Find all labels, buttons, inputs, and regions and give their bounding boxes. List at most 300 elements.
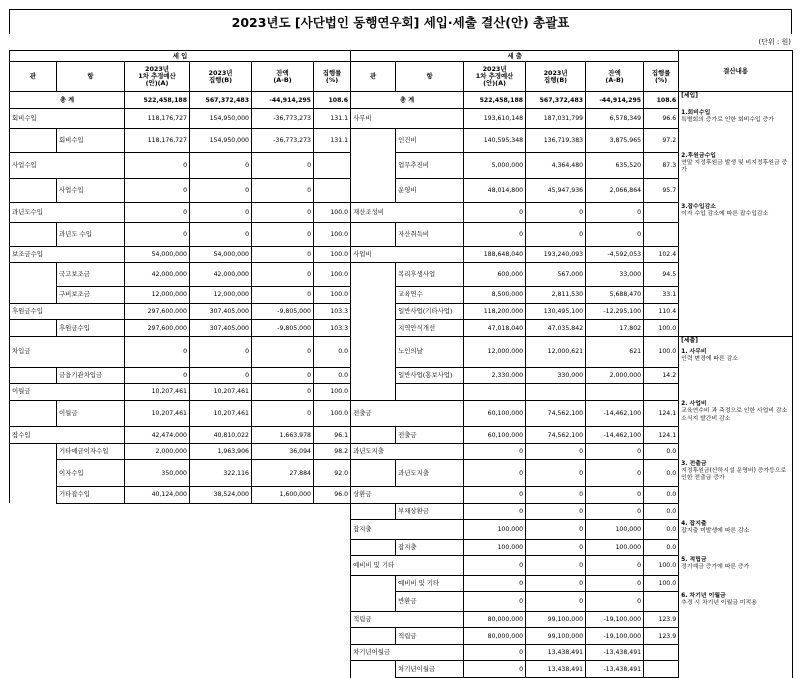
- expense-exec-cell: 0: [526, 443, 586, 460]
- expense-hang-cell: [396, 443, 464, 460]
- income-budget-cell: 118,176,727: [125, 109, 190, 128]
- income-budget-cell: 350,000: [125, 460, 190, 487]
- income-exec-cell: 154,950,000: [190, 109, 252, 128]
- note-item-body: 잡지출 미발생에 따른 감소: [681, 527, 750, 534]
- settlement-table: [9, 50, 793, 678]
- expense-diff-cell: 0: [586, 443, 644, 460]
- income-diff-cell: 36,094: [252, 443, 314, 460]
- note-item-body: 특별회의 증가로 인한 회비수입 증가: [681, 116, 775, 123]
- expense-diff-cell: -12,295,100: [586, 303, 644, 320]
- income-budget-cell: 54,000,000: [125, 246, 190, 263]
- income-budget-cell: 10,207,461: [125, 400, 190, 427]
- expense-hang-cell: [396, 611, 464, 628]
- expense-diff-cell: 621: [586, 337, 644, 367]
- expense-hang-cell: 업무추진비: [396, 152, 464, 179]
- expense-rate-cell: 14.2: [644, 367, 679, 384]
- expense-exec-cell: 0: [526, 520, 586, 539]
- expense-exec-cell: 130,495,100: [526, 303, 586, 320]
- income-diff-cell: 0: [252, 222, 314, 246]
- income-budget-cell: 0: [125, 152, 190, 179]
- expense-gwan-cell: 차기년이월금: [351, 644, 396, 661]
- expense-diff-cell: -19,100,000: [586, 628, 644, 645]
- expense-rate-cell: 95.7: [644, 179, 679, 203]
- income-exec-cell: 307,405,000: [190, 320, 252, 337]
- expense-exec-cell: 74,562,100: [526, 427, 586, 444]
- income-exec-cell: 0: [190, 367, 252, 384]
- expense-total-exec: 567,372,483: [526, 92, 586, 109]
- income-hang-cell: 국고보조금: [57, 263, 125, 287]
- expense-hang-cell: 차기년이월금: [396, 661, 464, 678]
- income-gwan-spacer: [10, 320, 57, 337]
- income-budget-cell: 2,000,000: [125, 443, 190, 460]
- income-hang-cell: [57, 427, 125, 444]
- income-budget-cell: 118,176,727: [125, 128, 190, 152]
- expense-budget-cell: 0: [464, 443, 526, 460]
- income-hang-cell: 기타잡수입: [57, 487, 125, 504]
- income-total-exec: 567,372,483: [190, 92, 252, 109]
- income-total-rate: 108.6: [314, 92, 351, 109]
- expense-diff-cell: -14,462,100: [586, 427, 644, 444]
- note-cell: [679, 611, 793, 628]
- expense-rate-cell: 100.0: [644, 320, 679, 337]
- income-gwan-cell: 과년도수입: [10, 203, 57, 222]
- income-total-diff: -44,914,295: [252, 92, 314, 109]
- note-cell: [679, 128, 793, 152]
- expense-rate-cell: 100.0: [644, 556, 679, 575]
- note-cell: [679, 460, 793, 487]
- income-section-header: 세 입: [10, 51, 351, 62]
- expense-gwan-spacer: [351, 460, 396, 487]
- income-hang-cell: [57, 109, 125, 128]
- expense-rate-cell: 123.9: [644, 611, 679, 628]
- expense-budget-cell: 140,595,348: [464, 128, 526, 152]
- expense-gwan-cell: 사무비: [351, 109, 396, 128]
- expense-diff-cell: 0: [586, 556, 644, 575]
- expense-hang-cell: [396, 556, 464, 575]
- note-cell: [679, 575, 793, 592]
- note-cell: [679, 443, 793, 460]
- table-row: [10, 152, 793, 179]
- unit-label: (단위 : 원): [758, 38, 791, 46]
- note-item-title: 6. 차기년 이월금: [681, 592, 726, 599]
- income-diff-cell: 0: [252, 263, 314, 287]
- expense-rate-cell: [644, 384, 679, 401]
- expense-rate-cell: 100.0: [644, 337, 679, 367]
- table-row: [10, 644, 793, 661]
- note-income-heading-text: [세입]: [681, 93, 698, 99]
- income-exec-cell: 42,000,000: [190, 263, 252, 287]
- expense-total-budget: 522,458,188: [464, 92, 526, 109]
- expense-diff-cell: 100,000: [586, 539, 644, 556]
- income-empty-cell: [10, 556, 351, 575]
- expense-gwan-spacer: [351, 303, 396, 320]
- income-diff-cell: 1,663,978: [252, 427, 314, 444]
- note-item-title: 4. 잡지출: [681, 520, 707, 527]
- income-rate-cell: [314, 179, 351, 203]
- expense-gwan-cell: 사업비: [351, 246, 396, 263]
- income-total-budget: 522,458,188: [125, 92, 190, 109]
- income-rate-cell: 103.3: [314, 320, 351, 337]
- expense-hang-cell: 예비비 및 기타: [396, 575, 464, 592]
- income-budget-cell: 297,600,000: [125, 320, 190, 337]
- income-rate-cell: 98.2: [314, 443, 351, 460]
- note-cell: [679, 661, 793, 678]
- income-hang-cell: 이월금: [57, 400, 125, 427]
- expense-rate-cell: 110.4: [644, 303, 679, 320]
- expense-total-label: 총 계: [351, 92, 464, 109]
- income-rate-cell: 100.0: [314, 263, 351, 287]
- expense-hang-cell: 적립금: [396, 628, 464, 645]
- expense-rate-cell: 123.9: [644, 628, 679, 645]
- income-gwan-spacer: [10, 400, 57, 427]
- expense-exec-cell: 136,719,383: [526, 128, 586, 152]
- expense-hang-cell: 복리후생사업: [396, 263, 464, 287]
- expense-diff-cell: 0: [586, 222, 644, 246]
- expense-diff-cell: [586, 384, 644, 401]
- expense-rate-cell: 100.0: [644, 575, 679, 592]
- note-header: 결산내용: [679, 51, 793, 92]
- income-rate-cell: 96.0: [314, 487, 351, 504]
- expense-hang-cell: 운영비: [396, 179, 464, 203]
- expense-exec-cell: 0: [526, 503, 586, 520]
- expense-exec-header: 2023년 집행(B): [526, 62, 586, 92]
- income-rate-cell: 0.0: [314, 367, 351, 384]
- income-gwan-spacer: [10, 460, 57, 487]
- expense-budget-cell: 0: [464, 592, 526, 611]
- expense-budget-cell: 0: [464, 556, 526, 575]
- income-exec-cell: 307,405,000: [190, 303, 252, 320]
- income-rate-cell: 96.1: [314, 427, 351, 444]
- income-exec-cell: 0: [190, 337, 252, 367]
- note-item-title: 1.회비수입: [681, 109, 711, 116]
- expense-exec-cell: 45,947,936: [526, 179, 586, 203]
- note-cell: [679, 539, 793, 556]
- expense-budget-cell: 0: [464, 460, 526, 487]
- income-gwan-cell: 사업수입: [10, 152, 57, 179]
- expense-budget-cell: 12,000,000: [464, 337, 526, 367]
- column-header-row: [10, 62, 793, 92]
- expense-budget-cell: 100,000: [464, 539, 526, 556]
- expense-diff-cell: 635,520: [586, 152, 644, 179]
- note-item-title: 2. 사업비: [681, 401, 707, 408]
- expense-gwan-cell: 적립금: [351, 611, 396, 628]
- income-rate-cell: 100.0: [314, 246, 351, 263]
- table-row: [10, 222, 793, 246]
- income-budget-cell: 42,000,000: [125, 263, 190, 287]
- expense-exec-cell: 2,811,530: [526, 287, 586, 304]
- note-cell: [679, 628, 793, 645]
- table-row: [10, 287, 793, 304]
- table-row: [10, 592, 793, 611]
- expense-budget-cell: 80,000,000: [464, 628, 526, 645]
- income-hang-cell: [57, 203, 125, 222]
- expense-diff-cell: 100,000: [586, 520, 644, 539]
- expense-budget-cell: 80,000,000: [464, 611, 526, 628]
- income-exec-cell: 38,524,000: [190, 487, 252, 504]
- expense-diff-cell: 17,802: [586, 320, 644, 337]
- income-rate-cell: 100.0: [314, 203, 351, 222]
- note-cell: [679, 287, 793, 304]
- note-cell: [679, 487, 793, 504]
- expense-gwan-spacer: [351, 575, 396, 592]
- income-budget-cell: 10,207,461: [125, 384, 190, 401]
- expense-diff-cell: 2,000,000: [586, 367, 644, 384]
- expense-exec-cell: 74,562,100: [526, 400, 586, 427]
- expense-budget-cell: 60,100,000: [464, 400, 526, 427]
- income-gwan-header: 관: [10, 62, 57, 92]
- income-empty-cell: [10, 503, 351, 520]
- table-row: [10, 246, 793, 263]
- note-cell: [679, 337, 793, 367]
- expense-rate-cell: 87.3: [644, 152, 679, 179]
- expense-rate-cell: 0.0: [644, 539, 679, 556]
- expense-exec-cell: 567,000: [526, 263, 586, 287]
- expense-hang-cell: [396, 487, 464, 504]
- income-hang-cell: 후원금수입: [57, 320, 125, 337]
- income-rate-cell: 92.0: [314, 460, 351, 487]
- expense-rate-cell: 124.1: [644, 427, 679, 444]
- expense-budget-cell: [464, 384, 526, 401]
- expense-exec-cell: 0: [526, 539, 586, 556]
- expense-budget-cell: 0: [464, 222, 526, 246]
- income-budget-cell: 0: [125, 337, 190, 367]
- note-cell: [679, 556, 793, 575]
- expense-hang-cell: 전출금: [396, 427, 464, 444]
- income-hang-cell: [57, 337, 125, 367]
- expense-hang-cell: 잡지출: [396, 539, 464, 556]
- table-row: [10, 203, 793, 222]
- income-gwan-spacer: [10, 287, 57, 304]
- note-item-body: 교육연수비 과 측정으로 인한 사업비 감소 소식지 발간비 감소: [681, 408, 788, 422]
- income-gwan-cell: 후원금수입: [10, 303, 57, 320]
- income-rate-header: 집행률 (%): [314, 62, 351, 92]
- income-gwan-spacer: [10, 222, 57, 246]
- expense-hang-cell: [396, 520, 464, 539]
- income-gwan-cell: 차입금: [10, 337, 57, 367]
- expense-gwan-spacer: [351, 128, 396, 152]
- expense-rate-cell: [644, 644, 679, 661]
- table-row: [10, 367, 793, 384]
- income-diff-cell: 0: [252, 384, 314, 401]
- total-row: [10, 92, 793, 109]
- table-row: [10, 503, 793, 520]
- table-row: [10, 303, 793, 320]
- expense-rate-cell: 124.1: [644, 400, 679, 427]
- income-empty-cell: [10, 611, 351, 628]
- expense-budget-header: 2023년 1차 추경예산 (안)(A): [464, 62, 526, 92]
- income-exec-cell: 10,207,461: [190, 384, 252, 401]
- income-exec-cell: 1,963,906: [190, 443, 252, 460]
- income-empty-cell: [10, 539, 351, 556]
- note-item-title: 1. 사무비: [681, 348, 707, 355]
- income-gwan-cell: 보조금수입: [10, 246, 57, 263]
- table-row: [10, 487, 793, 504]
- income-hang-cell: 과년도 수입: [57, 222, 125, 246]
- expense-total-diff: -44,914,295: [586, 92, 644, 109]
- expense-exec-cell: 0: [526, 575, 586, 592]
- income-hang-cell: [57, 303, 125, 320]
- table-row: [10, 179, 793, 203]
- table-row: [10, 337, 793, 367]
- income-budget-cell: 12,000,000: [125, 287, 190, 304]
- table-row: [10, 460, 793, 487]
- income-gwan-spacer: [10, 179, 57, 203]
- expense-budget-cell: 118,200,000: [464, 303, 526, 320]
- expense-budget-cell: 0: [464, 203, 526, 222]
- expense-hang-cell: 지역안식개선: [396, 320, 464, 337]
- expense-hang-cell: [396, 109, 464, 128]
- income-diff-cell: 0: [252, 203, 314, 222]
- expense-gwan-cell: 상환금: [351, 487, 396, 504]
- expense-hang-cell: 노인의날: [396, 337, 464, 367]
- income-exec-cell: 0: [190, 152, 252, 179]
- income-rate-cell: 100.0: [314, 400, 351, 427]
- income-diff-cell: 0: [252, 367, 314, 384]
- note-cell: [679, 592, 793, 611]
- expense-exec-cell: 99,100,000: [526, 611, 586, 628]
- table-row: [10, 400, 793, 427]
- expense-diff-cell: 3,875,965: [586, 128, 644, 152]
- note-cell: [679, 520, 793, 539]
- section-header-row: [10, 51, 793, 62]
- expense-exec-cell: 193,240,093: [526, 246, 586, 263]
- note-item-body: 연말 지정후원금 발생 및 비지정후원금 증가: [681, 160, 788, 174]
- income-empty-cell: [10, 644, 351, 661]
- expense-gwan-spacer: [351, 661, 396, 678]
- expense-budget-cell: 47,018,040: [464, 320, 526, 337]
- expense-gwan-cell: 예비비 및 기타: [351, 556, 396, 575]
- expense-hang-cell: 반환금: [396, 592, 464, 611]
- note-cell: [679, 179, 793, 203]
- expense-budget-cell: 100,000: [464, 520, 526, 539]
- income-budget-cell: 297,600,000: [125, 303, 190, 320]
- income-hang-cell: 기타예금이자수입: [57, 443, 125, 460]
- income-rate-cell: 0.0: [314, 337, 351, 367]
- income-budget-cell: 0: [125, 367, 190, 384]
- note-item-body: 지정후원금(산하시설 운영비) 증가등으로 인한 전출금 증가: [681, 468, 787, 482]
- income-rate-cell: 131.1: [314, 109, 351, 128]
- expense-rate-cell: 0.0: [644, 443, 679, 460]
- expense-diff-cell: 2,066,864: [586, 179, 644, 203]
- expense-budget-cell: 600,000: [464, 263, 526, 287]
- expense-budget-cell: 60,100,000: [464, 427, 526, 444]
- income-exec-cell: 0: [190, 203, 252, 222]
- expense-diff-cell: -13,438,491: [586, 661, 644, 678]
- income-exec-cell: 0: [190, 222, 252, 246]
- note-item-title: 3.잡수입감소: [681, 203, 716, 210]
- expense-gwan-cell: 잡지출: [351, 520, 396, 539]
- expense-diff-cell: 5,688,470: [586, 287, 644, 304]
- expense-diff-cell: 0: [586, 503, 644, 520]
- expense-hang-cell: 교육연수: [396, 287, 464, 304]
- expense-gwan-spacer: [351, 539, 396, 556]
- note-cell: [679, 384, 793, 401]
- income-budget-header: 2023년 1차 추경예산 (안)(A): [125, 62, 190, 92]
- table-row: [10, 320, 793, 337]
- expense-exec-cell: 0: [526, 222, 586, 246]
- expense-gwan-spacer: [351, 152, 396, 179]
- expense-hang-cell: [396, 644, 464, 661]
- expense-hang-cell: 부채상환금: [396, 503, 464, 520]
- table-row: [10, 109, 793, 128]
- note-item-body: 추경 시 차기년 이월금 미적용: [681, 599, 757, 606]
- income-gwan-spacer: [10, 128, 57, 152]
- expense-diff-cell: 6,578,349: [586, 109, 644, 128]
- expense-budget-cell: 0: [464, 661, 526, 678]
- income-exec-cell: 154,950,000: [190, 128, 252, 152]
- note-cell: [679, 152, 793, 179]
- income-exec-cell: 54,000,000: [190, 246, 252, 263]
- expense-hang-cell: 일반사업(홍보사업): [396, 367, 464, 384]
- income-budget-cell: 0: [125, 203, 190, 222]
- income-diff-cell: 0: [252, 400, 314, 427]
- note-cell: [679, 303, 793, 320]
- expense-diff-cell: -19,100,000: [586, 611, 644, 628]
- income-rate-cell: [314, 152, 351, 179]
- expense-exec-cell: 0: [526, 460, 586, 487]
- expense-exec-cell: 330,000: [526, 367, 586, 384]
- table-row: [10, 384, 793, 401]
- expense-section-header: 세 출: [351, 51, 679, 62]
- income-exec-cell: 40,810,022: [190, 427, 252, 444]
- expense-rate-cell: 96.6: [644, 109, 679, 128]
- note-cell: [679, 320, 793, 337]
- income-gwan-cell: 이월금: [10, 384, 57, 401]
- expense-budget-cell: 193,610,148: [464, 109, 526, 128]
- expense-diff-cell: 33,000: [586, 263, 644, 287]
- expense-diff-cell: -14,462,100: [586, 400, 644, 427]
- income-budget-cell: 42,474,000: [125, 427, 190, 444]
- expense-gwan-cell: 전출금: [351, 400, 396, 427]
- income-hang-cell: [57, 384, 125, 401]
- income-diff-cell: 27,884: [252, 460, 314, 487]
- expense-exec-cell: 13,438,491: [526, 644, 586, 661]
- expense-diff-cell: 0: [586, 487, 644, 504]
- expense-exec-cell: 99,100,000: [526, 628, 586, 645]
- table-row: [10, 443, 793, 460]
- expense-hang-cell: [396, 400, 464, 427]
- expense-exec-cell: 4,364,480: [526, 152, 586, 179]
- table-row: [10, 611, 793, 628]
- expense-gwan-cell: 재산조성비: [351, 203, 396, 222]
- table-row: [10, 661, 793, 678]
- expense-exec-cell: [526, 384, 586, 401]
- income-budget-cell: 40,124,000: [125, 487, 190, 504]
- expense-exec-cell: 47,035,842: [526, 320, 586, 337]
- note-cell: [679, 109, 793, 128]
- expense-budget-cell: 188,648,040: [464, 246, 526, 263]
- expense-gwan-spacer: [351, 427, 396, 444]
- note-cell: [679, 427, 793, 444]
- income-empty-cell: [10, 520, 351, 539]
- note-item-body: 정기예금 증가에 따른 증가: [681, 563, 750, 570]
- table-row: [10, 556, 793, 575]
- expense-gwan-spacer: [351, 287, 396, 304]
- income-gwan-spacer: [10, 443, 57, 460]
- income-gwan-spacer: [10, 487, 57, 504]
- table-row: [10, 427, 793, 444]
- expense-budget-cell: 0: [464, 487, 526, 504]
- income-diff-header: 잔액 (A-B): [252, 62, 314, 92]
- income-diff-cell: 0: [252, 179, 314, 203]
- expense-diff-cell: -13,438,491: [586, 644, 644, 661]
- expense-exec-cell: 0: [526, 556, 586, 575]
- income-exec-cell: 0: [190, 179, 252, 203]
- expense-total-rate: 108.6: [644, 92, 679, 109]
- income-diff-cell: 0: [252, 337, 314, 367]
- expense-diff-cell: -4,592,053: [586, 246, 644, 263]
- expense-exec-cell: 187,031,799: [526, 109, 586, 128]
